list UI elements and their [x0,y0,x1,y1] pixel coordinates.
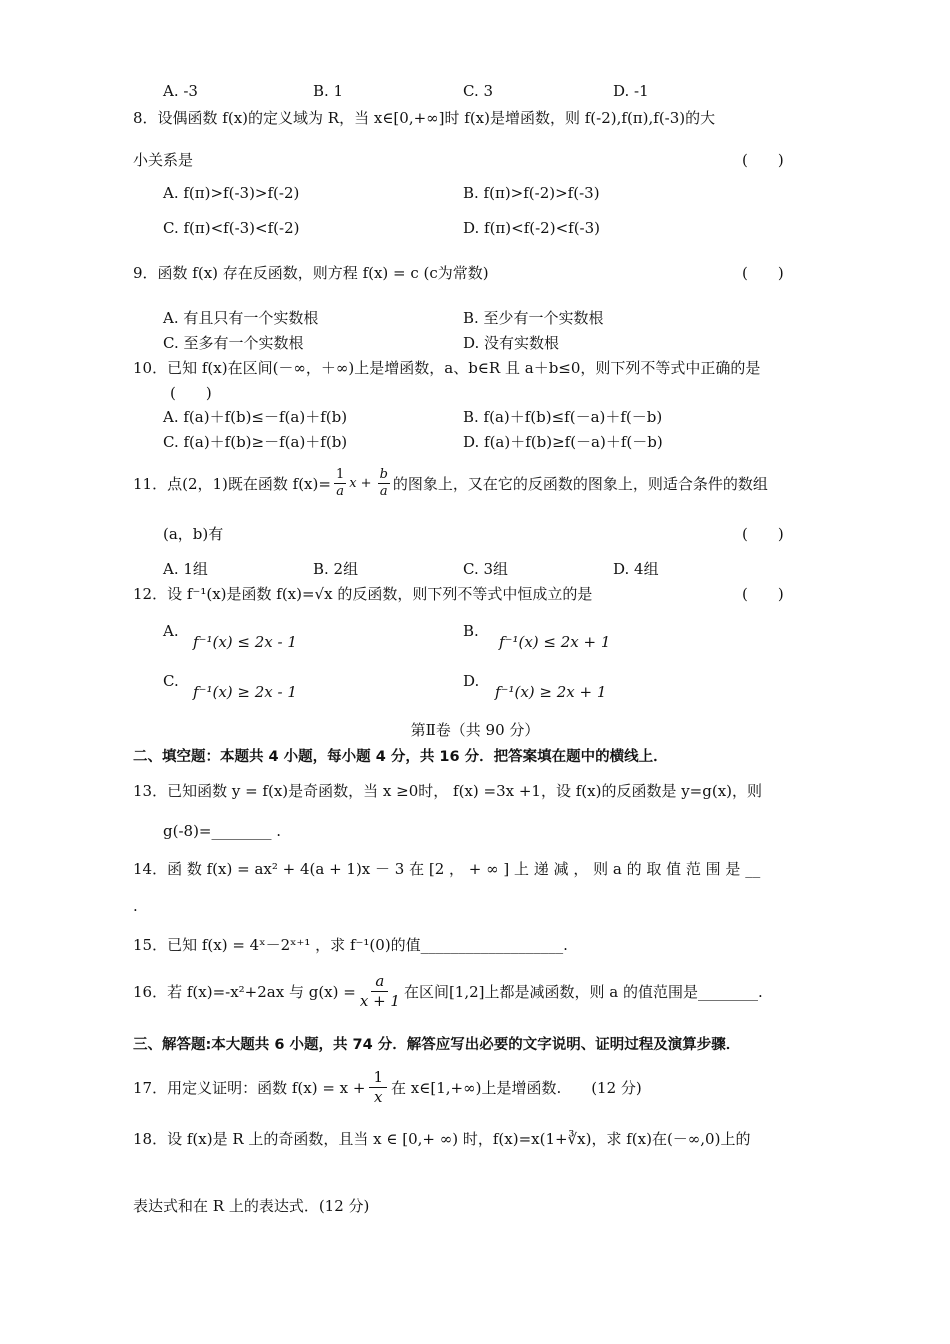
q11-option-a: A. 1组 [163,560,208,578]
q12-option-d-expr: f⁻¹(x) ≥ 2x + 1 [495,683,607,701]
section-2-title: 第Ⅱ卷（共 90 分） [410,721,540,739]
q16-frac-num: a [371,972,388,992]
q10-answer-paren: ( ) [170,384,212,402]
q11-stem-cont: (a，b)有 [163,525,224,543]
q11-fraction-1 [334,467,346,500]
q12-option-a-expr: f⁻¹(x) ≤ 2x - 1 [193,633,297,651]
q15-stem: 15．已知 f(x) = 4ˣ－2ˣ⁺¹ ，求 f⁻¹(0)的值___________________. [133,936,568,954]
q14-stem-cont: . [133,897,138,915]
q12-option-b-letter: B. [463,622,479,640]
q9-option-a: A. 有且只有一个实数根 [163,309,319,327]
q16-frac-den: x + 1 [359,992,400,1010]
q11-frac1-num: 1 [335,467,345,482]
q17-stem [133,1068,642,1107]
q18-stem: 18．设 f(x)是 R 上的奇函数，且当 x ∈ [0,+ ∞) 时，f(x)=x(1+∛x)，求 f(x)在(－∞,0)上的 [133,1130,751,1148]
q10-option-b: B. f(a)＋f(b)≤f(－a)＋f(－b) [463,408,663,426]
q16-stem [133,972,763,1011]
q16-stem-start: 16．若 f(x)=-x²+2ax 与 g(x) = [133,983,356,1001]
q10-option-d: D. f(a)＋f(b)≥f(－a)＋f(－b) [463,433,663,451]
q10-option-a: A. f(a)＋f(b)≤－f(a)＋f(b) [163,408,348,426]
q11-answer-paren: ( ) [742,525,784,543]
q8-answer-paren: ( ) [742,151,784,169]
section-2-heading: 二、填空题：本题共 4 小题，每小题 4 分，共 16 分．把答案填在题中的横线上． [133,749,668,765]
q12-option-b-expr: f⁻¹(x) ≤ 2x + 1 [499,633,611,651]
q9-option-b: B. 至少有一个实数根 [463,309,604,327]
q12-option-c-letter: C. [163,672,179,690]
q11-stem-end: 的图象上，又在它的反函数的图象上，则适合条件的数组 [392,475,768,493]
q11-option-c: C. 3组 [463,560,509,578]
q8-stem: 8．设偶函数 f(x)的定义域为 R，当 x∈[0,+∞]时 f(x)是增函数，则 f(-2),f(π),f(-3)的大 [133,109,716,127]
q11-stem-start: 11．点(2，1)既在函数 f(x)= [133,475,331,493]
q16-fraction [360,972,400,1011]
q11-stem [133,467,768,500]
q12-option-c-expr: f⁻¹(x) ≥ 2x - 1 [193,683,297,701]
q9-answer-paren: ( ) [742,264,784,282]
q17-frac-num: 1 [369,1068,387,1088]
q13-stem: 13．已知函数 y = f(x)是奇函数，当 x ≥0时， f(x) =3x +1，设 f(x)的反函数是 y=g(x)，则 [133,782,763,800]
section-3-heading: 三、解答题:本大题共 6 小题，共 74 分．解答应写出必要的文字说明、证明过程及演算步骤． [133,1037,741,1053]
q8-option-d: D. f(π)<f(-2)<f(-3) [463,219,601,237]
q11-frac1-den: a [336,484,344,499]
q8-option-a: A. f(π)>f(-3)>f(-2) [163,184,300,202]
q13-stem-cont: g(-8)=________ . [163,822,282,840]
q11-option-b: B. 2组 [313,560,359,578]
q11-frac2-num: b [379,467,388,482]
q11-frac2-den: a [379,484,388,499]
q12-option-a-letter: A. [163,622,179,640]
q9-stem: 9．函数 f(x) 存在反函数，则方程 f(x) = c (c为常数) [133,264,489,282]
q8-stem-cont: 小关系是 [133,151,194,169]
q12-stem: 12．设 f⁻¹(x)是函数 f(x)=√x 的反函数，则下列不等式中恒成立的是 [133,585,593,603]
q10-stem: 10．已知 f(x)在区间(－∞，＋∞)上是增函数，a、b∈R 且 a＋b≤0，则下列不等式中正确的是 [133,359,761,377]
q7-option-d: D. -1 [613,82,649,100]
q11-x-plus: x + [349,476,372,491]
q8-option-c: C. f(π)<f(-3)<f(-2) [163,219,300,237]
q12-answer-paren: ( ) [742,585,784,603]
q8-option-b: B. f(π)>f(-2)>f(-3) [463,184,600,202]
q9-option-c: C. 至多有一个实数根 [163,334,304,352]
q11-fraction-2 [378,467,390,500]
q16-stem-end: 在区间[1,2]上都是减函数，则 a 的值范围是________. [403,983,763,1001]
q17-stem-end: 在 x∈[1,+∞)上是增函数. (12 分) [391,1079,642,1097]
q7-option-a: A. -3 [163,82,198,100]
q14-stem: 14．函 数 f(x) = ax² + 4(a + 1)x － 3 在 [2 ， + ∞ ] 上 递 减 ， 则 a 的 取 值 范 围 是 __ [133,860,761,878]
q9-option-d: D. 没有实数根 [463,334,560,352]
q17-stem-start: 17．用定义证明：函数 f(x) = x + [133,1079,366,1097]
q7-option-b: B. 1 [313,82,344,100]
q12-option-d-letter: D. [463,672,480,690]
q17-fraction [369,1068,387,1107]
q17-frac-den: x [374,1088,383,1106]
q18-stem-cont: 表达式和在 R 上的表达式．(12 分) [133,1197,370,1215]
q10-option-c: C. f(a)＋f(b)≥－f(a)＋f(b) [163,433,348,451]
q11-option-d: D. 4组 [613,560,659,578]
q7-option-c: C. 3 [463,82,494,100]
